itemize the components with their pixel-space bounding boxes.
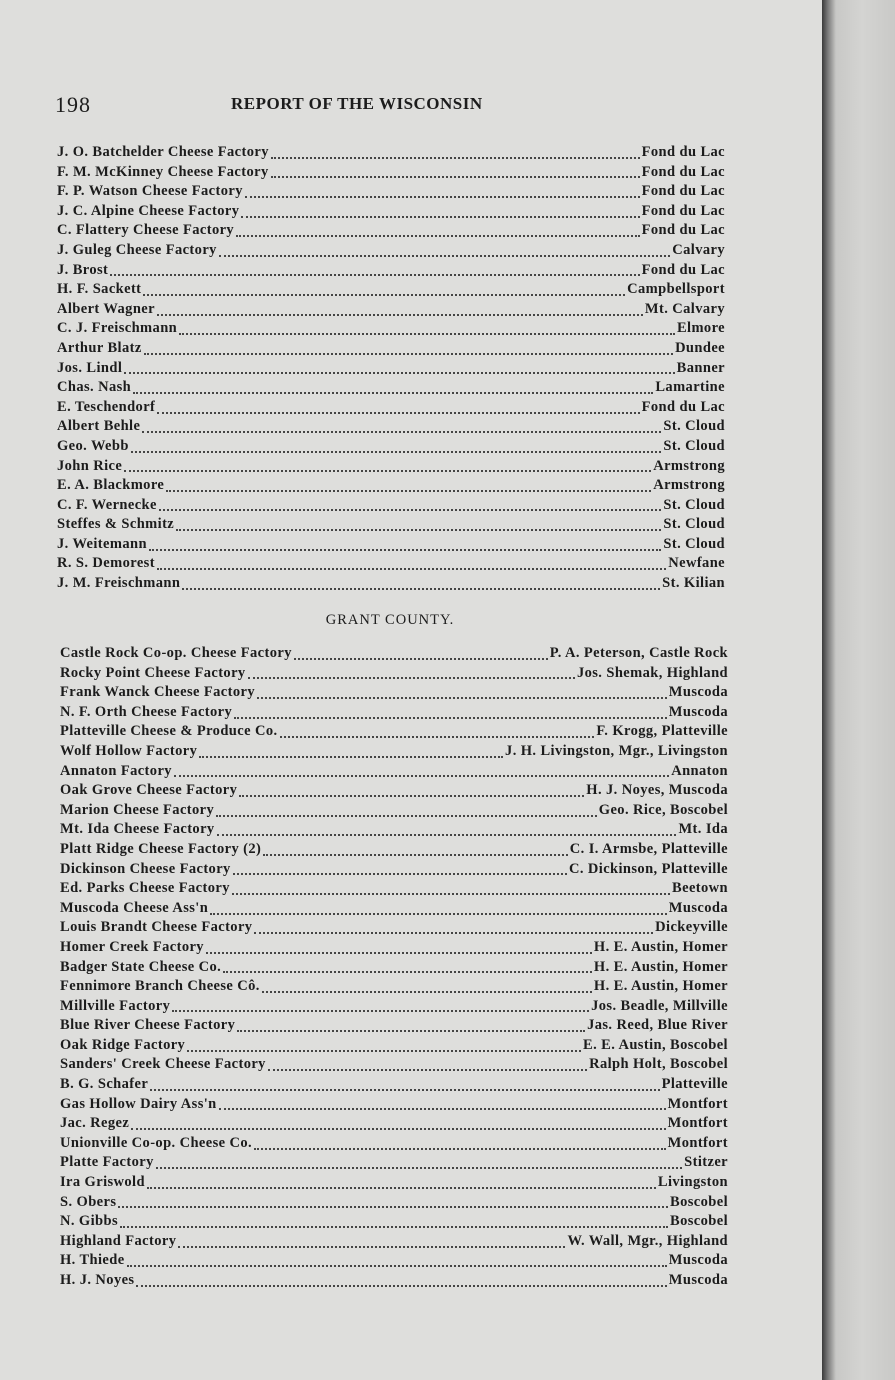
dot-leader — [248, 665, 575, 679]
entry-place: Dundee — [675, 339, 725, 356]
dot-leader — [219, 1096, 666, 1110]
entry-place: St. Cloud — [663, 418, 725, 435]
entry-place: Montfort — [667, 1115, 728, 1132]
list-entry — [57, 339, 725, 359]
dot-leader — [280, 724, 595, 738]
list-entry — [60, 918, 728, 938]
list-entry — [57, 359, 725, 379]
list-entry — [60, 801, 728, 821]
entry-place: St. Cloud — [663, 535, 725, 552]
dot-leader — [223, 959, 592, 973]
list-entry — [57, 221, 725, 241]
entry-name: Albert Behle — [57, 418, 141, 435]
entry-name: J. M. Freischmann — [57, 575, 181, 592]
dot-leader — [178, 1234, 565, 1248]
entry-name: Louis Brandt Cheese Factory — [60, 919, 253, 936]
dot-leader — [271, 145, 640, 159]
dot-leader — [199, 744, 503, 758]
entry-place: Boscobel — [670, 1213, 728, 1230]
list-entry — [60, 1251, 728, 1271]
list-entry — [60, 977, 728, 997]
entry-place: Newfane — [668, 555, 725, 572]
list-entry — [57, 417, 725, 437]
entry-name: Homer Creek Factory — [60, 938, 204, 955]
list-entry — [60, 1232, 728, 1252]
dot-leader — [210, 901, 667, 915]
entry-name: Frank Wanck Cheese Factory — [60, 684, 255, 701]
entry-place: Elmore — [676, 320, 725, 337]
entry-place: Stitzer — [684, 1154, 728, 1171]
dot-leader — [176, 517, 661, 531]
section-heading-grant-county: GRANT COUNTY. — [325, 612, 455, 628]
running-title: REPORT OF THE WISCONSIN — [231, 94, 483, 113]
list-entry — [60, 742, 728, 762]
list-entry — [57, 261, 725, 281]
dot-leader — [124, 360, 674, 374]
entry-name: Unionville Co-op. Cheese Co. — [60, 1134, 253, 1151]
entry-place: Fond du Lac — [641, 261, 725, 278]
entry-place: Fond du Lac — [641, 222, 725, 239]
dot-leader — [120, 1214, 668, 1228]
entry-name: Fennimore Branch Cheese Cô. — [60, 978, 260, 995]
entry-name: H. J. Noyes — [60, 1272, 135, 1288]
dot-leader — [245, 184, 640, 198]
list-entry — [60, 781, 728, 801]
dot-leader — [268, 1057, 587, 1071]
page-header — [55, 92, 725, 118]
entry-name: J. O. Batchelder Cheese Factory — [57, 144, 269, 160]
dot-leader — [271, 164, 640, 178]
page-number: 198 — [55, 92, 91, 117]
list-entry — [60, 683, 728, 703]
entry-place: Annaton — [671, 762, 728, 779]
entry-place: H. E. Austin, Homer — [593, 958, 728, 975]
list-entry — [57, 476, 725, 496]
dot-leader — [131, 439, 662, 453]
list-entry — [60, 938, 728, 958]
entry-name: J. Guleg Cheese Factory — [57, 241, 217, 258]
entry-place: Fond du Lac — [641, 183, 725, 200]
list-entry — [60, 1016, 728, 1036]
entry-place: Muscoda — [668, 1252, 728, 1269]
list-entry — [60, 722, 728, 742]
entry-name: Steffes & Schmitz — [57, 516, 175, 533]
list-entry — [60, 820, 728, 840]
list-entry — [60, 1193, 728, 1213]
dot-leader — [182, 576, 660, 590]
entry-place: St. Cloud — [663, 516, 725, 533]
list-entry — [57, 496, 725, 516]
entry-name: Dickinson Cheese Factory — [60, 860, 231, 877]
dot-leader — [263, 842, 568, 856]
entry-name: H. F. Sackett — [57, 281, 142, 298]
factory-list-grant-county — [60, 644, 728, 1291]
dot-leader — [262, 979, 592, 993]
entry-name: F. P. Watson Cheese Factory — [57, 183, 243, 200]
entry-place: H. E. Austin, Homer — [593, 938, 728, 955]
entry-place: Muscoda — [668, 899, 728, 916]
entry-place: St. Cloud — [663, 496, 725, 513]
dot-leader — [179, 321, 675, 335]
entry-name: John Rice — [57, 457, 123, 474]
list-entry — [57, 437, 725, 457]
dot-leader — [147, 1175, 656, 1189]
list-entry — [57, 535, 725, 555]
dot-leader — [166, 478, 651, 492]
entry-place: Armstrong — [653, 477, 725, 494]
list-entry — [57, 554, 725, 574]
entry-name: Wolf Hollow Factory — [60, 742, 198, 759]
entry-name: Platte Factory — [60, 1154, 154, 1171]
entry-place: Dickeyville — [655, 919, 728, 936]
dot-leader — [234, 705, 667, 719]
entry-name: Platt Ridge Cheese Factory (2) — [60, 840, 262, 857]
list-entry — [60, 1075, 728, 1095]
list-entry — [60, 899, 728, 919]
entry-place: Montfort — [667, 1134, 728, 1151]
entry-place: Muscoda — [668, 1272, 728, 1288]
entry-name: N. F. Orth Cheese Factory — [60, 703, 233, 720]
dot-leader — [159, 497, 662, 511]
entry-name: E. A. Blackmore — [57, 477, 165, 494]
list-entry — [57, 319, 725, 339]
entry-place: P. A. Peterson, Castle Rock — [549, 645, 728, 661]
dot-leader — [232, 881, 670, 895]
entry-name: B. G. Schafer — [60, 1076, 149, 1093]
entry-name: Sanders' Creek Cheese Factory — [60, 1056, 266, 1073]
list-entry — [60, 664, 728, 684]
entry-place: Calvary — [672, 241, 725, 258]
entry-place: Mt. Ida — [678, 821, 728, 838]
entry-name: Annaton Factory — [60, 762, 172, 779]
entry-name: Ira Griswold — [60, 1174, 145, 1191]
entry-place: Muscoda — [668, 703, 728, 720]
entry-place: Campbellsport — [627, 281, 725, 298]
list-entry — [60, 997, 728, 1017]
dot-leader — [149, 537, 661, 551]
entry-place: Geo. Rice, Boscobel — [598, 801, 728, 818]
entry-place: H. E. Austin, Homer — [593, 978, 728, 995]
list-entry — [60, 1114, 728, 1134]
entry-place: Jos. Beadle, Millville — [591, 997, 728, 1014]
dot-leader — [233, 861, 567, 875]
entry-place: Montfort — [667, 1095, 728, 1112]
entry-place: C. Dickinson, Platteville — [568, 860, 728, 877]
entry-place: Livingston — [657, 1174, 728, 1191]
list-entry — [60, 1036, 728, 1056]
entry-place: H. J. Noyes, Muscoda — [586, 782, 728, 799]
dot-leader — [172, 998, 589, 1012]
entry-name: Oak Grove Cheese Factory — [60, 782, 238, 799]
dot-leader — [150, 1077, 659, 1091]
dot-leader — [206, 940, 592, 954]
entry-name: Jos. Lindl — [57, 359, 123, 376]
dot-leader — [236, 223, 640, 237]
dot-leader — [241, 204, 639, 218]
entry-place: Jas. Reed, Blue River — [587, 1017, 728, 1034]
list-entry — [60, 1095, 728, 1115]
entry-name: Albert Wagner — [57, 300, 155, 317]
entry-name: Oak Ridge Factory — [60, 1036, 186, 1053]
entry-name: Gas Hollow Dairy Ass'n — [60, 1095, 217, 1112]
entry-place: F. Krogg, Platteville — [596, 723, 728, 740]
list-entry — [60, 958, 728, 978]
dot-leader — [219, 243, 670, 257]
entry-name: E. Teschendorf — [57, 398, 156, 415]
list-entry — [57, 398, 725, 418]
entry-name: Geo. Webb — [57, 437, 129, 454]
dot-leader — [157, 400, 639, 414]
list-entry — [60, 1153, 728, 1173]
entry-place: Platteville — [661, 1076, 728, 1093]
entry-name: J. Brost — [57, 261, 109, 278]
list-entry — [60, 1212, 728, 1232]
dot-leader — [110, 262, 639, 276]
list-entry — [60, 1173, 728, 1193]
list-entry — [60, 840, 728, 860]
entry-place: J. H. Livingston, Mgr., Livingston — [505, 742, 728, 759]
entry-name: R. S. Demorest — [57, 555, 155, 572]
entry-place: St. Kilian — [662, 575, 725, 592]
list-entry — [60, 1271, 728, 1291]
list-entry — [57, 182, 725, 202]
dot-leader — [144, 341, 673, 355]
list-entry — [60, 762, 728, 782]
entry-place: Banner — [676, 359, 725, 376]
dot-leader — [217, 822, 677, 836]
entry-name: Ed. Parks Cheese Factory — [60, 880, 230, 897]
entry-name: J. C. Alpine Cheese Factory — [57, 202, 240, 219]
dot-leader — [254, 920, 653, 934]
entry-place: Armstrong — [653, 457, 725, 474]
entry-name: S. Obers — [60, 1193, 117, 1210]
entry-name: J. Weitemann — [57, 535, 147, 552]
entry-name: C. J. Freischmann — [57, 320, 178, 337]
factory-list-fond-du-lac — [57, 143, 725, 594]
dot-leader — [254, 1136, 666, 1150]
entry-place: Fond du Lac — [641, 398, 725, 415]
list-entry — [60, 860, 728, 880]
entry-name: Platteville Cheese & Produce Co. — [60, 723, 278, 740]
entry-name: Chas. Nash — [57, 379, 132, 396]
list-entry — [57, 163, 725, 183]
dot-leader — [124, 458, 651, 472]
list-entry — [60, 1055, 728, 1075]
entry-name: Blue River Cheese Factory — [60, 1017, 236, 1034]
entry-name: C. Flattery Cheese Factory — [57, 222, 235, 239]
dot-leader — [127, 1253, 667, 1267]
entry-name: Marion Cheese Factory — [60, 801, 215, 818]
entry-name: Mt. Ida Cheese Factory — [60, 821, 215, 838]
dot-leader — [131, 1116, 665, 1130]
entry-name: N. Gibbs — [60, 1213, 118, 1230]
dot-leader — [143, 282, 625, 296]
list-entry — [57, 378, 725, 398]
list-entry — [60, 644, 728, 664]
list-entry — [57, 280, 725, 300]
entry-name: Castle Rock Co-op. Cheese Factory — [60, 645, 292, 661]
dot-leader — [216, 803, 597, 817]
entry-place: C. I. Armsbe, Platteville — [569, 840, 728, 857]
dot-leader — [294, 646, 548, 660]
entry-place: Muscoda — [668, 684, 728, 701]
list-entry — [57, 241, 725, 261]
entry-name: Muscoda Cheese Ass'n — [60, 899, 209, 916]
dot-leader — [118, 1194, 668, 1208]
entry-place: Ralph Holt, Boscobel — [589, 1056, 728, 1073]
entry-place: St. Cloud — [663, 437, 725, 454]
entry-place: E. E. Austin, Boscobel — [583, 1036, 728, 1053]
entry-place: Mt. Calvary — [644, 300, 725, 317]
entry-name: C. F. Wernecke — [57, 496, 157, 513]
dot-leader — [237, 1018, 585, 1032]
list-entry — [60, 703, 728, 723]
list-entry — [57, 515, 725, 535]
dot-leader — [142, 419, 661, 433]
list-entry — [57, 457, 725, 477]
entry-place: Boscobel — [670, 1193, 728, 1210]
entry-name: Rocky Point Cheese Factory — [60, 664, 246, 681]
entry-place: Fond du Lac — [641, 202, 725, 219]
entry-place: Fond du Lac — [641, 163, 725, 180]
entry-name: Badger State Cheese Co. — [60, 958, 222, 975]
dot-leader — [157, 302, 643, 316]
entry-place: Beetown — [672, 880, 728, 897]
entry-name: H. Thiede — [60, 1252, 125, 1269]
dot-leader — [187, 1038, 581, 1052]
dot-leader — [239, 783, 584, 797]
entry-name: F. M. McKinney Cheese Factory — [57, 163, 269, 180]
entry-place: W. Wall, Mgr., Highland — [567, 1232, 728, 1249]
entry-name: Millville Factory — [60, 997, 171, 1014]
book-binding-edge — [822, 0, 895, 1380]
list-entry — [57, 300, 725, 320]
dot-leader — [157, 556, 666, 570]
list-entry — [60, 1134, 728, 1154]
dot-leader — [174, 763, 669, 777]
list-entry — [60, 879, 728, 899]
entry-place: Lamartine — [655, 379, 725, 396]
dot-leader — [156, 1155, 682, 1169]
entry-name: Highland Factory — [60, 1232, 177, 1249]
entry-place: Jos. Shemak, Highland — [576, 664, 728, 681]
dot-leader — [133, 380, 653, 394]
entry-place: Fond du Lac — [641, 144, 725, 160]
entry-name: Jac. Regez — [60, 1115, 130, 1132]
list-entry — [57, 143, 725, 163]
list-entry — [57, 202, 725, 222]
list-entry — [57, 574, 725, 594]
dot-leader — [136, 1273, 666, 1287]
dot-leader — [257, 685, 667, 699]
entry-name: Arthur Blatz — [57, 339, 142, 356]
